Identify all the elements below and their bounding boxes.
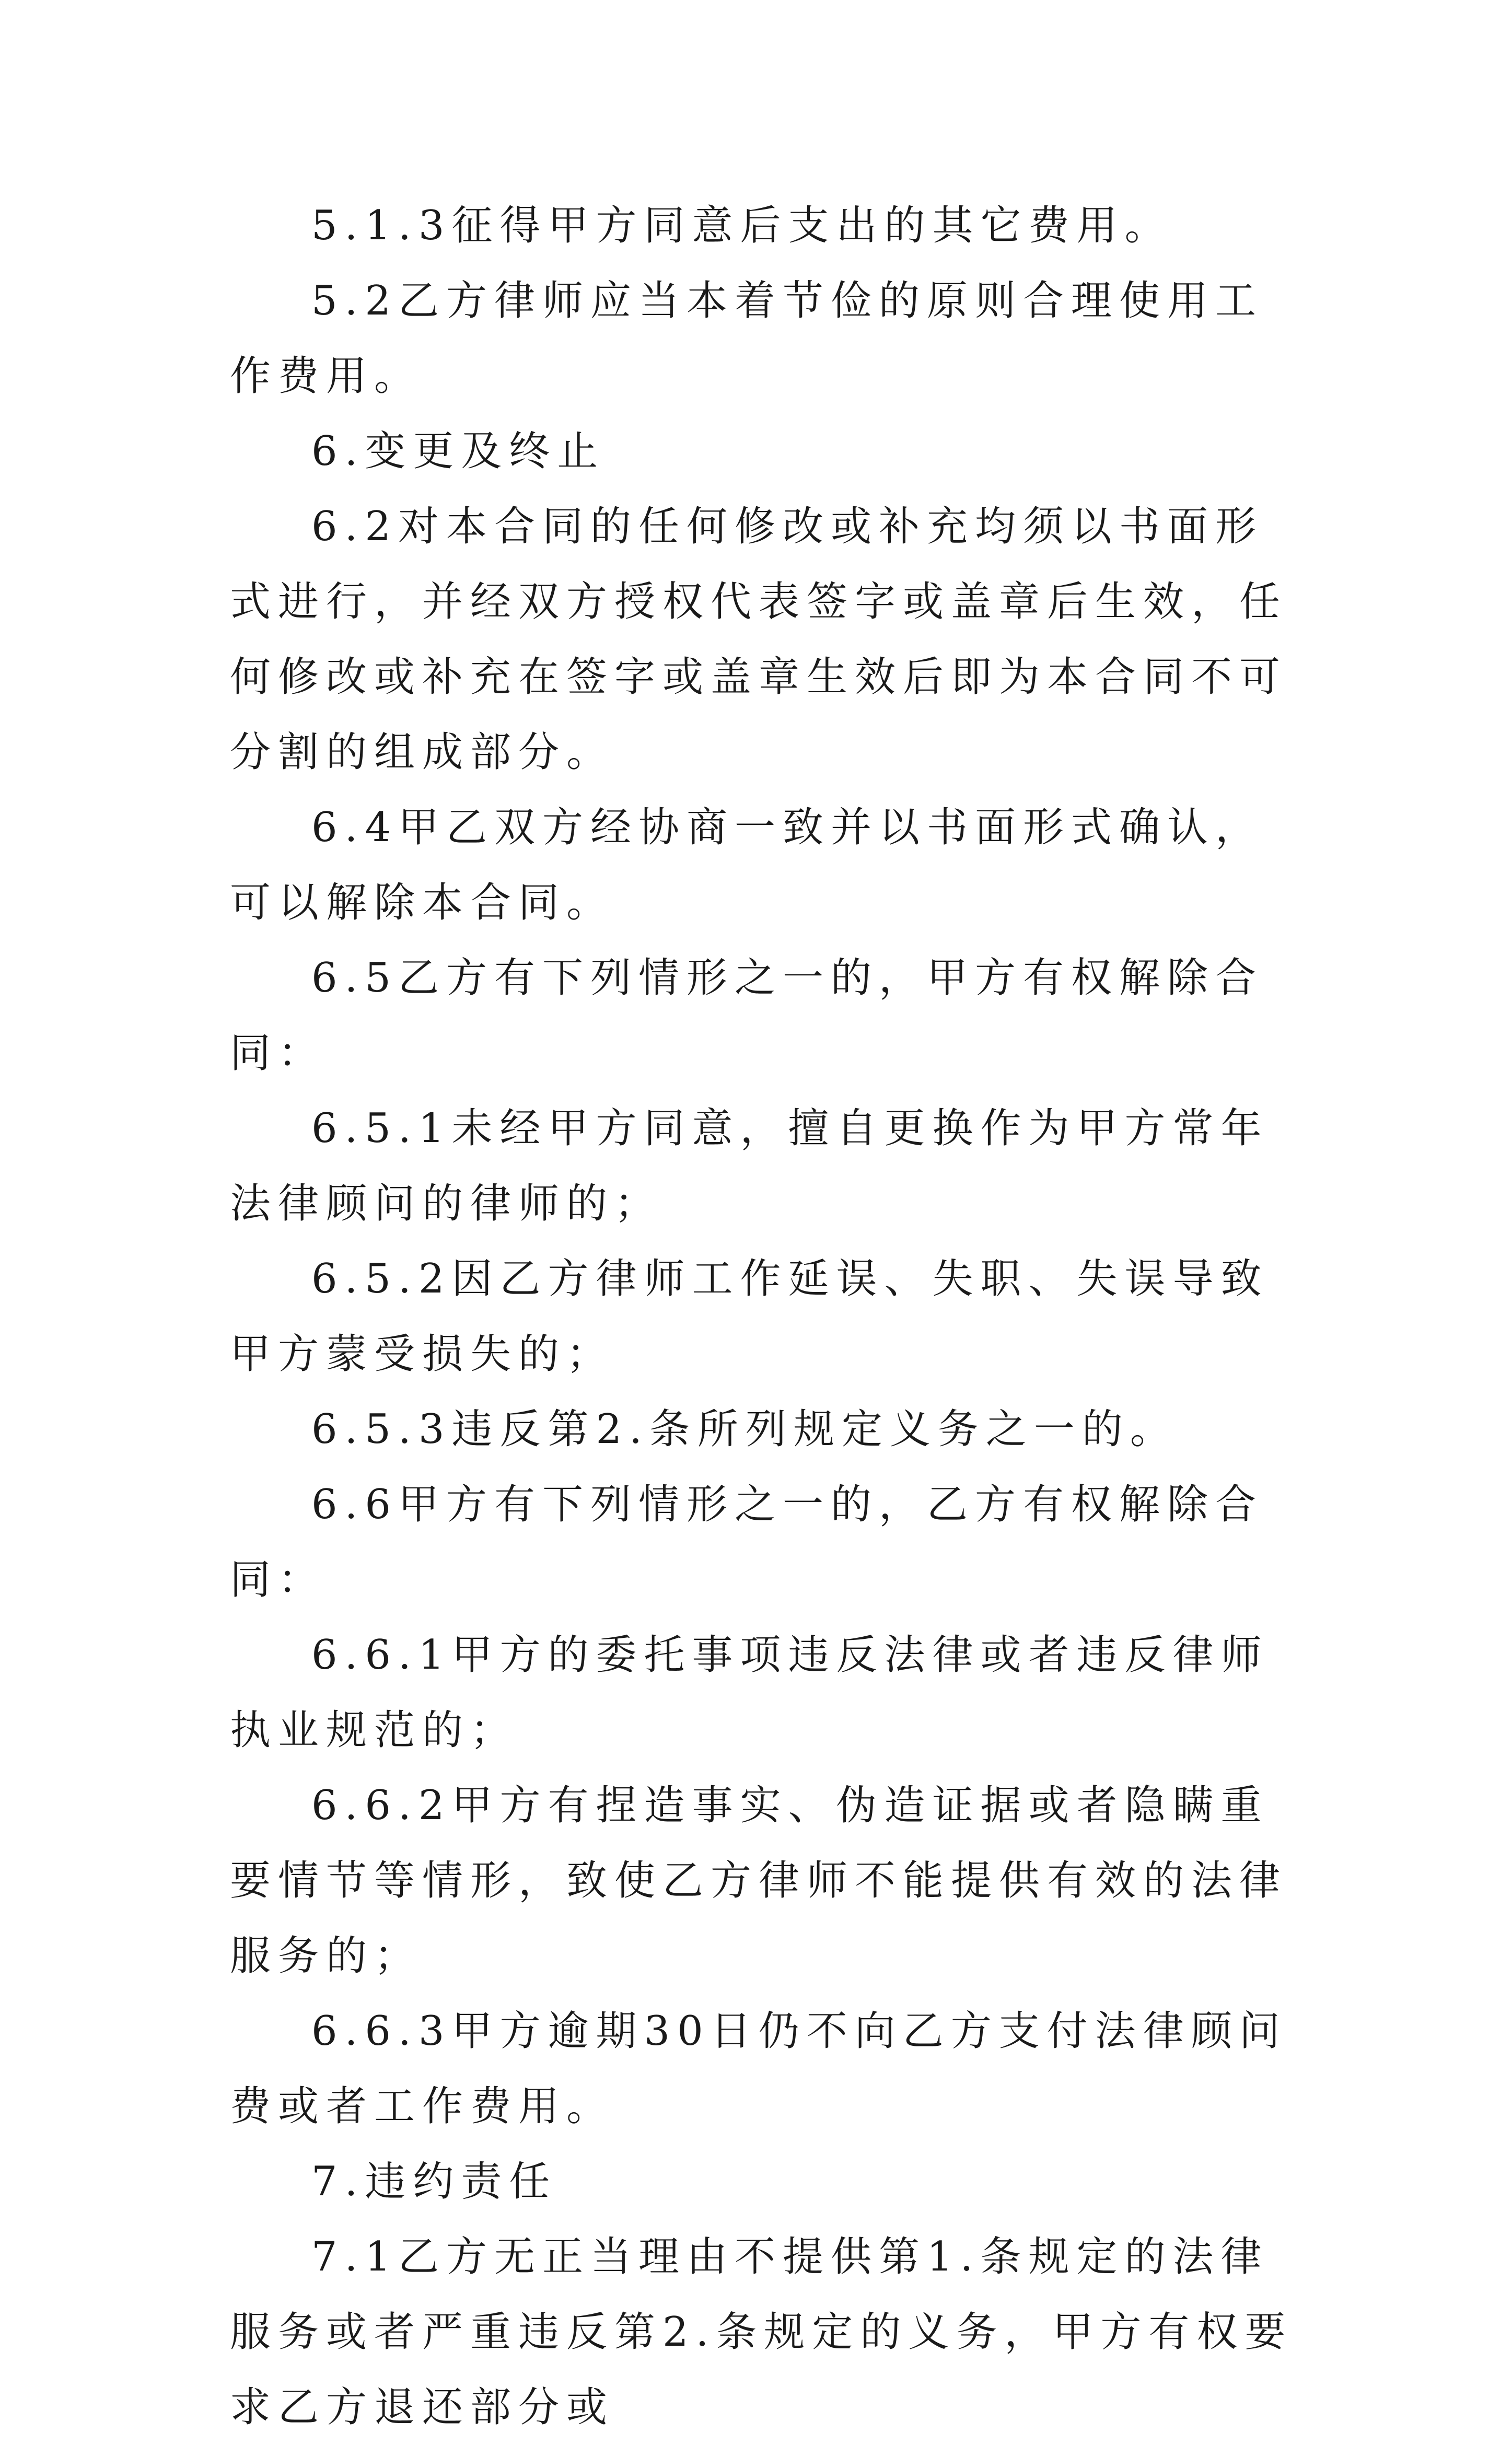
paragraph-7-1: 7.1乙方无正当理由不提供第1.条规定的法律服务或者严重违反第2.条规定的义务，甲方有权要求乙方退还部分或 [230, 2233, 1293, 2431]
paragraph-6-5-2: 6.5.2因乙方律师工作延误、失职、失误导致甲方蒙受损失的； [230, 1255, 1269, 1378]
paragraph-5-1-3: 5.1.3征得甲方同意后支出的其它费用。 [311, 202, 1173, 249]
paragraph-6-2: 6.2对本合同的任何修改或补充均须以书面形式进行，并经双方授权代表签字或盖章后生效，任何修改或补充在签字或盖章生效后即为本合同不可分割的组成部分。 [230, 503, 1288, 776]
paragraph-6-6: 6.6甲方有下列情形之一的，乙方有权解除合同： [230, 1481, 1264, 1603]
document-body [230, 0, 1296, 2445]
paragraph-6-6-1: 6.6.1甲方的委托事项违反法律或者违反律师执业规范的； [230, 1632, 1269, 1754]
section-heading-7: 7.违约责任 [311, 2158, 557, 2205]
paragraph-6-4: 6.4甲乙双方经协商一致并以书面形式确认，可以解除本合同。 [230, 804, 1264, 926]
paragraph-6-6-2: 6.6.2甲方有捏造事实、伪造证据或者隐瞒重要情节等情形，致使乙方律师不能提供有效的法律服务的； [230, 1782, 1288, 1980]
paragraph-5-2: 5.2乙方律师应当本着节俭的原则合理使用工作费用。 [230, 277, 1264, 400]
paragraph-6-5-3: 6.5.3违反第2.条所列规定义务之一的。 [311, 1406, 1178, 1453]
paragraph-6-6-3: 6.6.3甲方逾期30日仍不向乙方支付法律顾问费或者工作费用。 [230, 2008, 1287, 2130]
section-heading-6: 6.变更及终止 [311, 428, 606, 475]
paragraph-6-5: 6.5乙方有下列情形之一的，甲方有权解除合同： [230, 954, 1264, 1077]
paragraph-6-5-1: 6.5.1未经甲方同意，擅自更换作为甲方常年法律顾问的律师的； [230, 1105, 1269, 1227]
